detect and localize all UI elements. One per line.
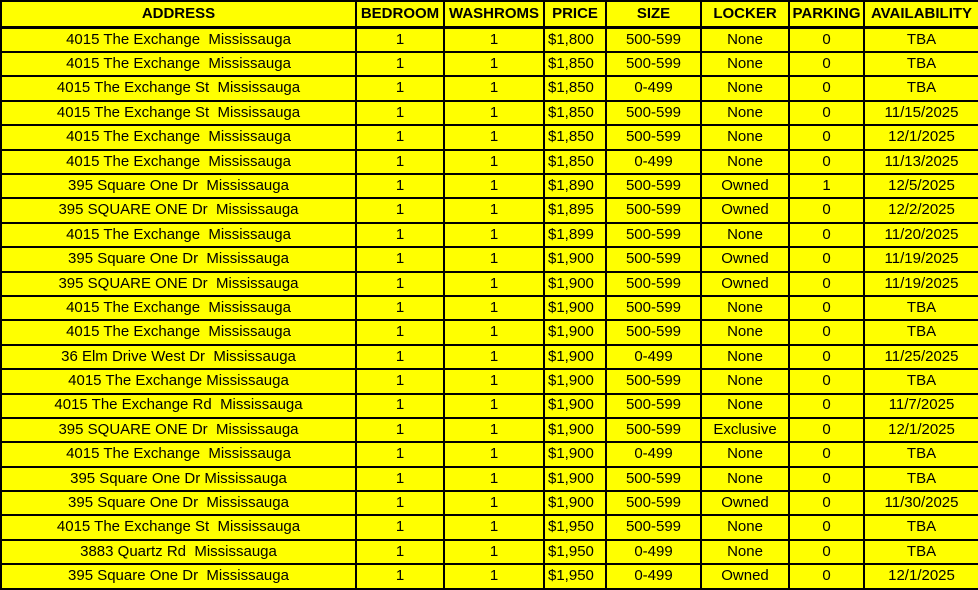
cell-parking[interactable]: 0 [789, 491, 864, 515]
cell-locker[interactable]: None [701, 150, 789, 174]
cell-address[interactable]: 395 SQUARE ONE Dr Mississauga [1, 198, 356, 222]
cell-size[interactable]: 500-599 [606, 27, 701, 52]
cell-address[interactable]: 4015 The Exchange Mississauga [1, 320, 356, 344]
cell-availability[interactable]: TBA [864, 540, 978, 564]
cell-size[interactable]: 500-599 [606, 369, 701, 393]
cell-parking[interactable]: 0 [789, 101, 864, 125]
cell-locker[interactable]: Owned [701, 198, 789, 222]
header-row [1, 1, 978, 27]
cell-price[interactable]: $1,900 [544, 394, 606, 418]
cell-address[interactable]: 395 Square One Dr Mississauga [1, 467, 356, 491]
table-row [1, 564, 978, 589]
cell-price[interactable]: $1,900 [544, 272, 606, 296]
table-row [1, 320, 978, 344]
cell-bedroom[interactable]: 1 [356, 76, 444, 100]
column-header-address[interactable]: ADDRESS [1, 1, 356, 27]
cell-availability[interactable]: 12/5/2025 [864, 174, 978, 198]
cell-availability[interactable]: TBA [864, 467, 978, 491]
cell-bedroom[interactable]: 1 [356, 564, 444, 589]
table-row [1, 76, 978, 100]
column-header-washroms[interactable]: WASHROMS [444, 1, 544, 27]
cell-price[interactable]: $1,899 [544, 223, 606, 247]
cell-price[interactable]: $1,900 [544, 247, 606, 271]
cell-size[interactable]: 500-599 [606, 247, 701, 271]
cell-price[interactable]: $1,900 [544, 418, 606, 442]
cell-availability[interactable]: TBA [864, 442, 978, 466]
cell-availability[interactable]: 11/19/2025 [864, 247, 978, 271]
cell-washroms[interactable]: 1 [444, 345, 544, 369]
cell-availability[interactable]: 11/13/2025 [864, 150, 978, 174]
table-row [1, 150, 978, 174]
cell-price[interactable]: $1,800 [544, 27, 606, 52]
cell-price[interactable]: $1,950 [544, 515, 606, 539]
cell-bedroom[interactable]: 1 [356, 223, 444, 247]
cell-washroms[interactable]: 1 [444, 515, 544, 539]
cell-address[interactable]: 4015 The Exchange St Mississauga [1, 515, 356, 539]
cell-address[interactable]: 395 SQUARE ONE Dr Mississauga [1, 418, 356, 442]
cell-availability[interactable]: TBA [864, 296, 978, 320]
cell-bedroom[interactable]: 1 [356, 540, 444, 564]
cell-availability[interactable]: 12/1/2025 [864, 564, 978, 589]
cell-locker[interactable]: None [701, 101, 789, 125]
cell-parking[interactable]: 0 [789, 540, 864, 564]
cell-locker[interactable]: None [701, 52, 789, 76]
cell-bedroom[interactable]: 1 [356, 418, 444, 442]
cell-washroms[interactable]: 1 [444, 223, 544, 247]
cell-size[interactable]: 500-599 [606, 223, 701, 247]
cell-washroms[interactable]: 1 [444, 320, 544, 344]
cell-bedroom[interactable]: 1 [356, 491, 444, 515]
cell-bedroom[interactable]: 1 [356, 272, 444, 296]
cell-bedroom[interactable]: 1 [356, 52, 444, 76]
cell-address[interactable]: 4015 The Exchange Rd Mississauga [1, 394, 356, 418]
cell-parking[interactable]: 0 [789, 223, 864, 247]
cell-washroms[interactable]: 1 [444, 125, 544, 149]
cell-address[interactable]: 3883 Quartz Rd Mississauga [1, 540, 356, 564]
cell-size[interactable]: 500-599 [606, 394, 701, 418]
cell-availability[interactable]: 11/7/2025 [864, 394, 978, 418]
cell-parking[interactable]: 0 [789, 27, 864, 52]
cell-washroms[interactable]: 1 [444, 150, 544, 174]
cell-address[interactable]: 395 SQUARE ONE Dr Mississauga [1, 272, 356, 296]
cell-bedroom[interactable]: 1 [356, 198, 444, 222]
cell-address[interactable]: 4015 The Exchange Mississauga [1, 296, 356, 320]
column-header-size[interactable]: SIZE [606, 1, 701, 27]
cell-availability[interactable]: 11/19/2025 [864, 272, 978, 296]
cell-washroms[interactable]: 1 [444, 564, 544, 589]
cell-washroms[interactable]: 1 [444, 27, 544, 52]
cell-bedroom[interactable]: 1 [356, 150, 444, 174]
cell-parking[interactable]: 0 [789, 442, 864, 466]
cell-availability[interactable]: TBA [864, 320, 978, 344]
table-row [1, 369, 978, 393]
table-row [1, 491, 978, 515]
cell-bedroom[interactable]: 1 [356, 27, 444, 52]
cell-locker[interactable]: None [701, 125, 789, 149]
column-header-bedroom[interactable]: BEDROOM [356, 1, 444, 27]
cell-parking[interactable]: 0 [789, 394, 864, 418]
cell-price[interactable]: $1,850 [544, 150, 606, 174]
cell-locker[interactable]: Owned [701, 247, 789, 271]
cell-washroms[interactable]: 1 [444, 442, 544, 466]
cell-parking[interactable]: 1 [789, 174, 864, 198]
cell-price[interactable]: $1,900 [544, 442, 606, 466]
cell-bedroom[interactable]: 1 [356, 345, 444, 369]
cell-address[interactable]: 395 Square One Dr Mississauga [1, 564, 356, 589]
cell-bedroom[interactable]: 1 [356, 296, 444, 320]
cell-availability[interactable]: 11/15/2025 [864, 101, 978, 125]
table-row [1, 540, 978, 564]
cell-parking[interactable]: 0 [789, 76, 864, 100]
cell-parking[interactable]: 0 [789, 247, 864, 271]
cell-availability[interactable]: 11/25/2025 [864, 345, 978, 369]
cell-parking[interactable]: 0 [789, 296, 864, 320]
cell-bedroom[interactable]: 1 [356, 174, 444, 198]
table-row [1, 515, 978, 539]
cell-size[interactable]: 500-599 [606, 198, 701, 222]
cell-parking[interactable]: 0 [789, 418, 864, 442]
table-row [1, 418, 978, 442]
table-row [1, 101, 978, 125]
cell-price[interactable]: $1,890 [544, 174, 606, 198]
cell-address[interactable]: 4015 The Exchange Mississauga [1, 442, 356, 466]
cell-locker[interactable]: None [701, 467, 789, 491]
cell-price[interactable]: $1,850 [544, 76, 606, 100]
cell-bedroom[interactable]: 1 [356, 515, 444, 539]
cell-bedroom[interactable]: 1 [356, 320, 444, 344]
cell-size[interactable]: 500-599 [606, 491, 701, 515]
table-row [1, 345, 978, 369]
cell-locker[interactable]: None [701, 27, 789, 52]
cell-locker[interactable]: None [701, 320, 789, 344]
cell-bedroom[interactable]: 1 [356, 247, 444, 271]
cell-washroms[interactable]: 1 [444, 491, 544, 515]
cell-size[interactable]: 500-599 [606, 174, 701, 198]
cell-locker[interactable]: None [701, 223, 789, 247]
cell-locker[interactable]: Owned [701, 272, 789, 296]
cell-parking[interactable]: 0 [789, 125, 864, 149]
cell-availability[interactable]: TBA [864, 27, 978, 52]
cell-size[interactable]: 0-499 [606, 345, 701, 369]
cell-bedroom[interactable]: 1 [356, 467, 444, 491]
cell-bedroom[interactable]: 1 [356, 125, 444, 149]
cell-availability[interactable]: TBA [864, 515, 978, 539]
table-row [1, 125, 978, 149]
cell-locker[interactable]: None [701, 540, 789, 564]
cell-availability[interactable]: 12/1/2025 [864, 418, 978, 442]
cell-bedroom[interactable]: 1 [356, 101, 444, 125]
cell-size[interactable]: 500-599 [606, 101, 701, 125]
cell-size[interactable]: 500-599 [606, 467, 701, 491]
cell-washroms[interactable]: 1 [444, 174, 544, 198]
cell-parking[interactable]: 0 [789, 369, 864, 393]
cell-parking[interactable]: 0 [789, 198, 864, 222]
table-row [1, 394, 978, 418]
table-row [1, 52, 978, 76]
table-row [1, 296, 978, 320]
cell-bedroom[interactable]: 1 [356, 394, 444, 418]
column-header-price[interactable]: PRICE [544, 1, 606, 27]
cell-price[interactable]: $1,900 [544, 345, 606, 369]
cell-washroms[interactable]: 1 [444, 76, 544, 100]
cell-size[interactable]: 500-599 [606, 52, 701, 76]
column-header-parking[interactable]: PARKING [789, 1, 864, 27]
cell-washroms[interactable]: 1 [444, 394, 544, 418]
cell-availability[interactable]: 11/20/2025 [864, 223, 978, 247]
cell-address[interactable]: 4015 The Exchange Mississauga [1, 150, 356, 174]
table-row [1, 27, 978, 52]
cell-size[interactable]: 0-499 [606, 540, 701, 564]
cell-address[interactable]: 36 Elm Drive West Dr Mississauga [1, 345, 356, 369]
cell-address[interactable]: 4015 The Exchange Mississauga [1, 223, 356, 247]
table-row [1, 174, 978, 198]
cell-availability[interactable]: TBA [864, 76, 978, 100]
cell-parking[interactable]: 0 [789, 515, 864, 539]
cell-address[interactable]: 395 Square One Dr Mississauga [1, 174, 356, 198]
cell-locker[interactable]: None [701, 76, 789, 100]
cell-address[interactable]: 4015 The Exchange Mississauga [1, 125, 356, 149]
cell-parking[interactable]: 0 [789, 272, 864, 296]
cell-address[interactable]: 395 Square One Dr Mississauga [1, 247, 356, 271]
cell-price[interactable]: $1,895 [544, 198, 606, 222]
cell-locker[interactable]: None [701, 296, 789, 320]
cell-locker[interactable]: None [701, 394, 789, 418]
cell-address[interactable]: 4015 The Exchange Mississauga [1, 52, 356, 76]
cell-price[interactable]: $1,950 [544, 564, 606, 589]
cell-price[interactable]: $1,900 [544, 491, 606, 515]
cell-parking[interactable]: 0 [789, 150, 864, 174]
table-row [1, 467, 978, 491]
cell-bedroom[interactable]: 1 [356, 369, 444, 393]
cell-size[interactable]: 500-599 [606, 418, 701, 442]
column-header-locker[interactable]: LOCKER [701, 1, 789, 27]
cell-locker[interactable]: Owned [701, 564, 789, 589]
cell-price[interactable]: $1,900 [544, 467, 606, 491]
cell-washroms[interactable]: 1 [444, 418, 544, 442]
cell-size[interactable]: 500-599 [606, 125, 701, 149]
cell-locker[interactable]: None [701, 369, 789, 393]
cell-price[interactable]: $1,900 [544, 320, 606, 344]
cell-washroms[interactable]: 1 [444, 101, 544, 125]
cell-size[interactable]: 500-599 [606, 296, 701, 320]
cell-washroms[interactable]: 1 [444, 247, 544, 271]
cell-parking[interactable]: 0 [789, 467, 864, 491]
cell-address[interactable]: 395 Square One Dr Mississauga [1, 491, 356, 515]
cell-availability[interactable]: TBA [864, 52, 978, 76]
table-row [1, 247, 978, 271]
cell-parking[interactable]: 0 [789, 564, 864, 589]
cell-size[interactable]: 0-499 [606, 150, 701, 174]
cell-address[interactable]: 4015 The Exchange Mississauga [1, 27, 356, 52]
table-row [1, 442, 978, 466]
column-header-availability[interactable]: AVAILABILITY [864, 1, 978, 27]
cell-parking[interactable]: 0 [789, 345, 864, 369]
cell-size[interactable]: 0-499 [606, 442, 701, 466]
cell-locker[interactable]: Owned [701, 491, 789, 515]
cell-price[interactable]: $1,850 [544, 125, 606, 149]
cell-washroms[interactable]: 1 [444, 467, 544, 491]
cell-price[interactable]: $1,950 [544, 540, 606, 564]
cell-washroms[interactable]: 1 [444, 198, 544, 222]
cell-availability[interactable]: 11/30/2025 [864, 491, 978, 515]
cell-parking[interactable]: 0 [789, 52, 864, 76]
cell-price[interactable]: $1,900 [544, 369, 606, 393]
cell-price[interactable]: $1,850 [544, 52, 606, 76]
cell-locker[interactable]: None [701, 442, 789, 466]
cell-washroms[interactable]: 1 [444, 540, 544, 564]
cell-price[interactable]: $1,900 [544, 296, 606, 320]
cell-washroms[interactable]: 1 [444, 296, 544, 320]
cell-address[interactable]: 4015 The Exchange St Mississauga [1, 101, 356, 125]
cell-size[interactable]: 0-499 [606, 76, 701, 100]
table-row [1, 272, 978, 296]
cell-price[interactable]: $1,850 [544, 101, 606, 125]
cell-locker[interactable]: None [701, 515, 789, 539]
table-row [1, 198, 978, 222]
cell-availability[interactable]: TBA [864, 369, 978, 393]
cell-locker[interactable]: None [701, 345, 789, 369]
cell-bedroom[interactable]: 1 [356, 442, 444, 466]
cell-washroms[interactable]: 1 [444, 369, 544, 393]
cell-locker[interactable]: Exclusive [701, 418, 789, 442]
table-row [1, 223, 978, 247]
cell-address[interactable]: 4015 The Exchange Mississauga [1, 369, 356, 393]
cell-size[interactable]: 0-499 [606, 564, 701, 589]
cell-availability[interactable]: 12/2/2025 [864, 198, 978, 222]
cell-size[interactable]: 500-599 [606, 272, 701, 296]
cell-size[interactable]: 500-599 [606, 515, 701, 539]
cell-size[interactable]: 500-599 [606, 320, 701, 344]
cell-parking[interactable]: 0 [789, 320, 864, 344]
cell-address[interactable]: 4015 The Exchange St Mississauga [1, 76, 356, 100]
cell-washroms[interactable]: 1 [444, 52, 544, 76]
cell-availability[interactable]: 12/1/2025 [864, 125, 978, 149]
cell-locker[interactable]: Owned [701, 174, 789, 198]
cell-washroms[interactable]: 1 [444, 272, 544, 296]
